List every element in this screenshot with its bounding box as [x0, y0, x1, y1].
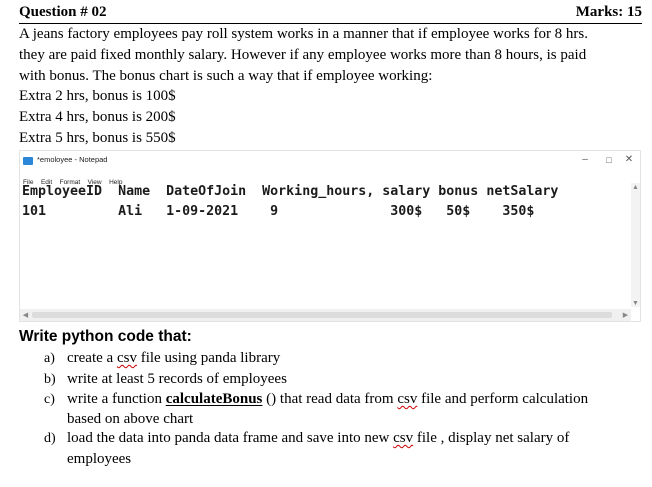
menu-file[interactable]: File	[23, 179, 34, 186]
notepad-icon	[23, 157, 33, 165]
intro-line: A jeans factory employees pay roll system works in a manner that if employee works for 8 hrs.	[19, 26, 589, 42]
task-item	[67, 430, 569, 447]
menu-bar	[20, 171, 640, 186]
scroll-left-icon[interactable]: ◀	[22, 311, 29, 319]
task-letter: b)	[44, 372, 56, 387]
csv-data-row: 101 Ali 1-09-2021 9 300$ 50$ 350$	[22, 204, 535, 219]
task-item	[67, 350, 280, 367]
intro-line: they are paid fixed monthly salary. However if any employee works more than 8 hours, is paid	[19, 47, 587, 63]
scroll-up-icon[interactable]: ▲	[632, 183, 639, 191]
csv-header-row: EmployeeID Name DateOfJoin Working_hours, salary bonus netSalary	[22, 184, 559, 199]
close-icon[interactable]: ✕	[624, 154, 634, 165]
task-text: file using panda library	[136, 350, 281, 366]
intro-paragraph	[19, 24, 641, 87]
scroll-right-icon[interactable]: ▶	[622, 311, 629, 319]
scroll-down-icon[interactable]: ▼	[632, 299, 639, 307]
menu-view[interactable]: View	[87, 179, 102, 186]
task-heading: Write python code that:	[19, 328, 192, 345]
text-editor-area[interactable]	[22, 184, 622, 294]
task-item: write at least 5 records of employees	[67, 371, 287, 387]
csv-term: csv	[397, 391, 418, 407]
horizontal-scrollbar[interactable]	[20, 309, 631, 321]
task-letter: c)	[44, 392, 55, 407]
task-letter: d)	[44, 431, 56, 446]
task-item-continuation: based on above chart	[67, 411, 194, 427]
question-header	[19, 3, 642, 24]
task-item	[67, 391, 588, 408]
menu-format[interactable]: Format	[59, 179, 81, 186]
vertical-scrollbar[interactable]	[631, 183, 640, 307]
bonus-chart-line: Extra 2 hrs, bonus is 100$	[19, 88, 176, 104]
bonus-chart-line: Extra 4 hrs, bonus is 200$	[19, 109, 176, 125]
csv-term: csv	[116, 350, 137, 366]
minimize-icon[interactable]: –	[582, 154, 588, 165]
maximize-icon[interactable]: □	[606, 155, 612, 165]
task-text: file and perform calculation	[417, 391, 589, 407]
task-text: write a function	[67, 391, 166, 407]
menu-edit[interactable]: Edit	[40, 179, 53, 186]
menu-help[interactable]: Help	[109, 179, 123, 186]
csv-term: csv	[393, 430, 414, 446]
task-item-continuation: employees	[67, 451, 132, 467]
task-text: file , display net salary of	[413, 430, 570, 446]
task-letter: a)	[44, 351, 55, 366]
marks-label: Marks: 15	[575, 4, 642, 20]
notepad-window	[19, 150, 641, 322]
function-name: calculateBonus	[165, 391, 263, 407]
scrollbar-thumb[interactable]	[32, 312, 612, 318]
task-text: () that read data from	[262, 391, 398, 407]
task-text: load the data into panda data frame and save into new	[67, 430, 394, 446]
bonus-chart-line: Extra 5 hrs, bonus is 550$	[19, 130, 176, 146]
task-text: create a	[67, 350, 117, 366]
window-title: *emoloyee - Notepad	[37, 155, 108, 164]
question-title: Question # 02	[19, 4, 107, 20]
intro-line: with bonus. The bonus chart is such a way that if employee working:	[19, 68, 433, 84]
notepad-titlebar[interactable]	[20, 151, 640, 171]
